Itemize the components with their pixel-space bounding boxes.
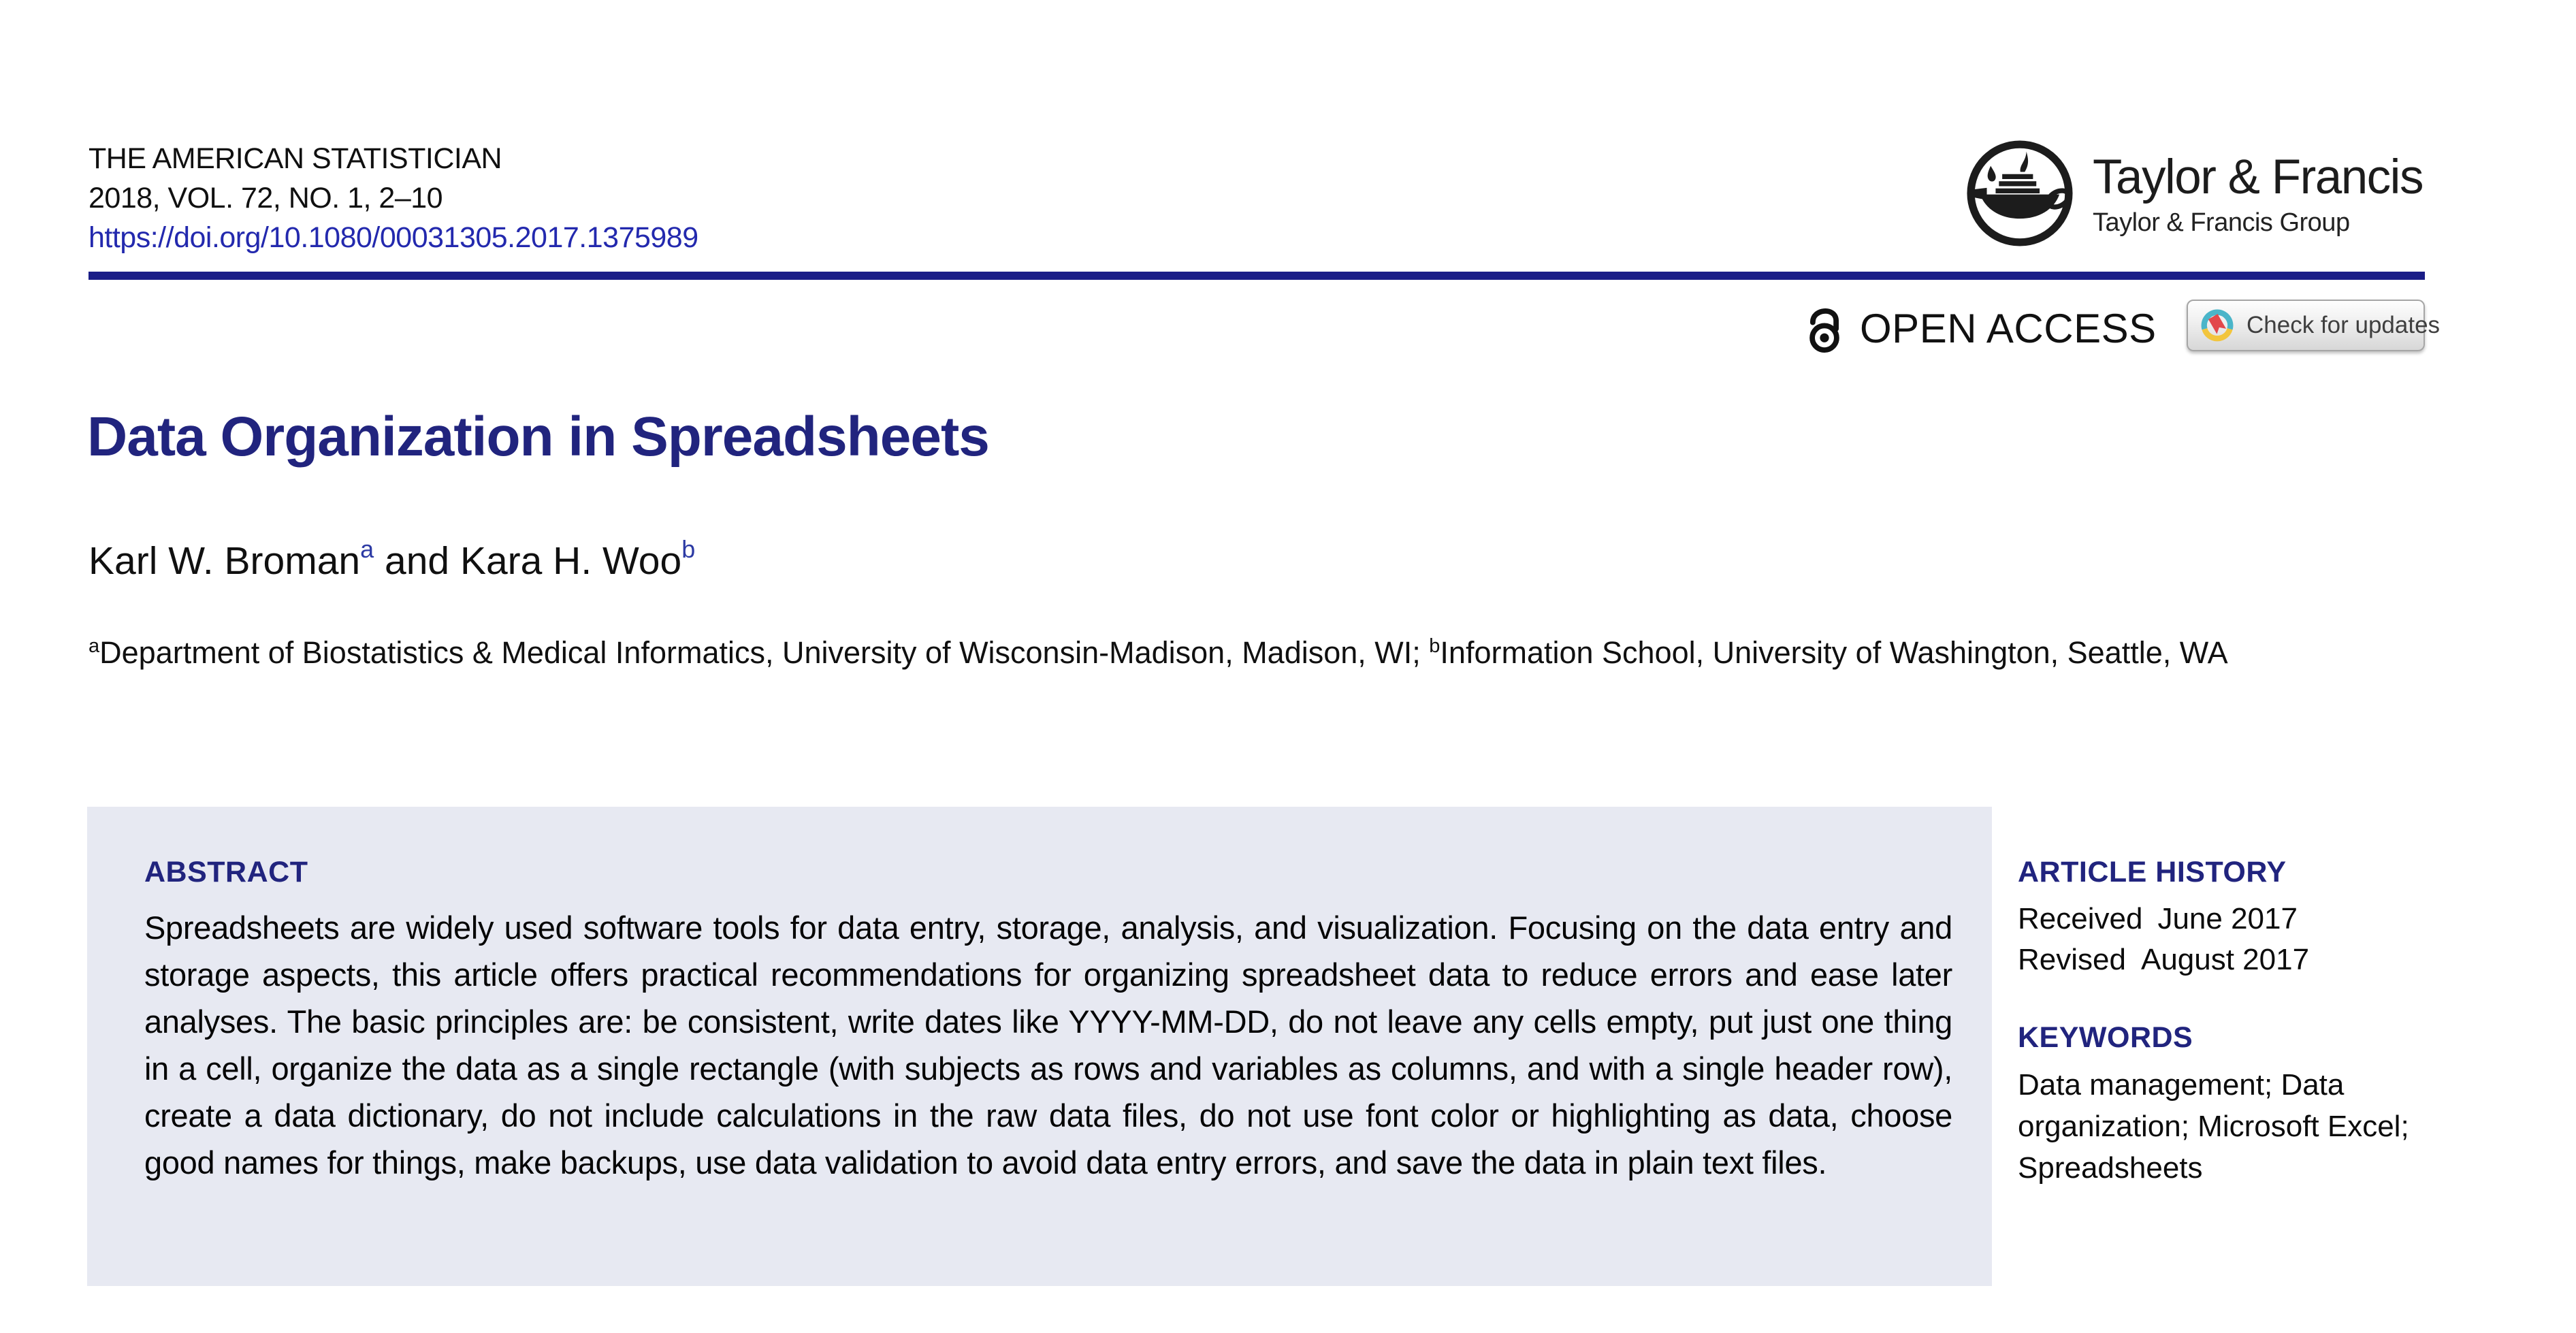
publisher-group: Taylor & Francis Group <box>2093 208 2350 237</box>
article-meta-column <box>2018 807 2440 1189</box>
check-for-updates-button[interactable] <box>2187 300 2441 351</box>
article-history-revised <box>2018 939 2440 980</box>
author-name-1: Karl W. Broman <box>88 539 361 583</box>
publisher-block <box>1965 136 2423 251</box>
affiliation-mark-b: b <box>1429 635 1440 657</box>
article-history-heading: ARTICLE HISTORY <box>2018 856 2287 888</box>
keywords-heading: KEYWORDS <box>2018 1021 2193 1054</box>
publisher-name: Taylor & Francis <box>2093 150 2423 204</box>
keywords-text: Data management; Data organization; Microsoft Excel; Spreadsheets <box>2018 1068 2409 1185</box>
journal-info <box>88 139 698 257</box>
affiliation-text-a: Department of Biostatistics & Medical Informatics, University of Wisconsin-Madison, Madison, WI; <box>99 635 1430 670</box>
article-title: Data Organization in Spreadsheets <box>87 406 989 468</box>
abstract-box <box>87 807 1992 1286</box>
open-access-badge <box>1805 304 2157 354</box>
header-rule <box>88 272 2425 280</box>
abstract-text: Spreadsheets are widely used software tools for data entry, storage, analysis, and visualization. Focusing on the data entry and storage aspects, this article offers practical recommendations for organizing spreadsheet data to reduce errors and ease later analyses. The basic principles are: be consistent, write dates like YYYY-MM-DD, do not leave any cells empty, put just one thing in a cell, organize the data as a single rectangle (with subjects as rows and variables as columns, and with a single header row), create a data dictionary, do not include calculations in the raw data files, do not use font color or highlighting as data, choose good names for things, make backups, use data validation to avoid data entry errors, and save the data in plain text files. <box>144 910 1952 1181</box>
affiliation-text-b: Information School, University of Washington, Seattle, WA <box>1440 635 2228 670</box>
crossmark-icon <box>2200 308 2234 342</box>
received-label: Received <box>2018 902 2143 935</box>
journal-name: THE AMERICAN STATISTICIAN <box>88 142 502 175</box>
revised-label: Revised <box>2018 943 2126 976</box>
author-affiliation-mark-2: b <box>681 535 696 563</box>
received-value: June 2017 <box>2157 902 2298 935</box>
publisher-text <box>2093 150 2423 238</box>
taylor-francis-lamp-icon <box>1965 136 2075 251</box>
doi-link[interactable]: https://doi.org/10.1080/00031305.2017.1375989 <box>88 221 698 254</box>
affiliation-mark-a: a <box>88 635 100 657</box>
open-access-label: OPEN ACCESS <box>1860 306 2157 351</box>
check-for-updates-label: Check for updates <box>2247 312 2441 338</box>
affiliations-line <box>88 630 2430 675</box>
revised-value: August 2017 <box>2140 943 2310 976</box>
author-affiliation-mark-1: a <box>360 535 374 563</box>
journal-issue-line: 2018, VOL. 72, NO. 1, 2–10 <box>88 182 443 214</box>
abstract-heading: ABSTRACT <box>144 856 308 888</box>
open-access-lock-icon <box>1805 304 1844 354</box>
authors-joiner: and <box>374 539 460 583</box>
author-line <box>88 535 695 587</box>
author-name-2: Kara H. Woo <box>460 539 682 583</box>
article-history-received <box>2018 899 2440 939</box>
